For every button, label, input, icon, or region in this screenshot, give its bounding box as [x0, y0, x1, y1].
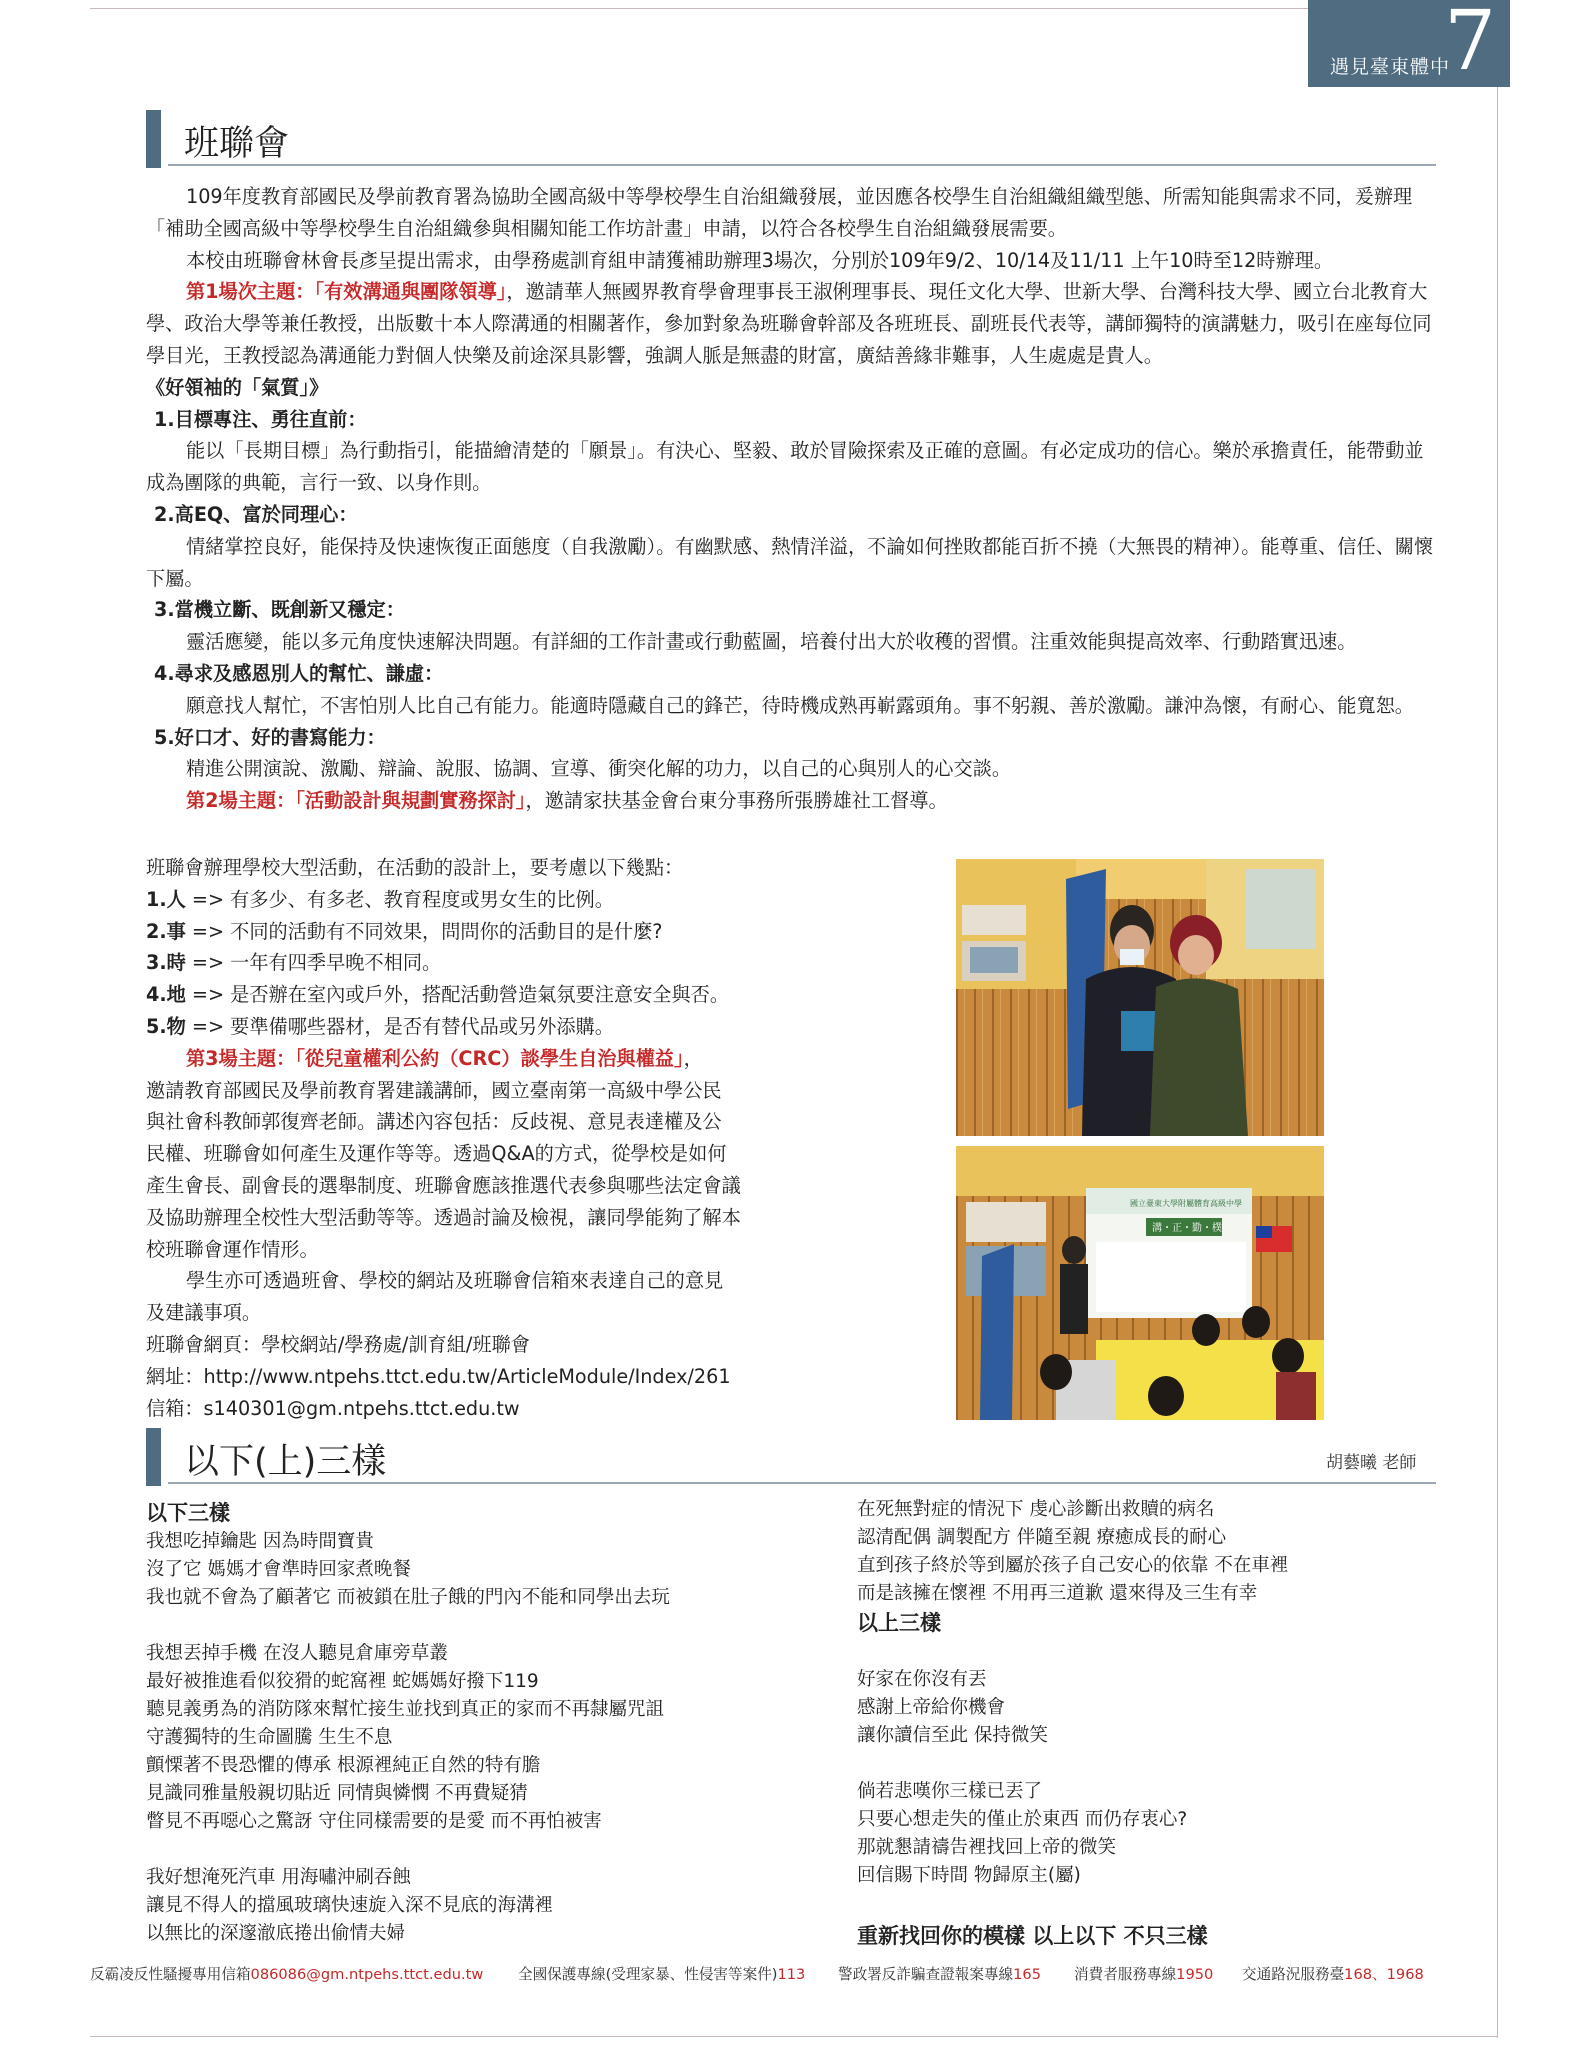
point-key: 2.事 — [146, 919, 186, 943]
heading-bar — [146, 110, 161, 168]
session3-text: ， — [683, 1046, 703, 1070]
poem-line: 回信賜下時間 物歸原主(屬) — [857, 1865, 1081, 1886]
poem-line: 瞥見不再噁心之驚訝 守住同樣需要的是愛 而不再怕被害 — [146, 1811, 602, 1832]
poem-line: 我也就不會為了顧著它 而被鎖在肚子餓的門內不能和同學出去玩 — [146, 1587, 670, 1608]
leader-title: 《好領袖的「氣質」》 — [146, 375, 329, 399]
footer-label: 全國保護專線(受理家暴、性侵害等案件) — [518, 1966, 778, 1983]
point-row — [146, 979, 786, 1011]
bottom-border — [90, 2036, 1498, 2037]
mail-address[interactable]: 信箱：s140301@gm.ntpehs.ttct.edu.tw — [146, 1396, 520, 1420]
poem-line: 在死無對症的情況下 虔心診斷出救贖的病名 — [857, 1499, 1215, 1520]
footer-item — [1242, 1963, 1424, 1984]
poem-line: 見識同雅量般親切貼近 同情與憐憫 不再費疑猜 — [146, 1783, 528, 1804]
session3-line: 產生會長、副會長的選舉制度、班聯會應該推選代表參與哪些法定會議 — [146, 1173, 741, 1197]
point-value: => 一年有四季早晚不相同。 — [185, 951, 442, 975]
poem-line: 那就懇請禱告裡找回上帝的微笑 — [857, 1837, 1117, 1858]
poem-heading: 以上三樣 — [857, 1611, 941, 1635]
footer-value: 1950 — [1176, 1966, 1214, 1983]
item-text: 靈活應變，能以多元角度快速解決問題。有詳細的工作計畫或行動藍圖，培養付出大於收穫的習慣。注重效能與提高效率、行動踏實迅速。 — [186, 630, 1357, 654]
session3-theme: 第3場主題：「從兒童權利公約（CRC）談學生自治與權益」 — [186, 1046, 684, 1070]
heading-rule — [168, 164, 1436, 166]
item-heading: 1.目標專注、勇往直前： — [154, 407, 367, 431]
item-heading: 3.當機立斷、既創新又穩定： — [154, 598, 405, 622]
session2-theme: 第2場主題：「活動設計與規劃實務探討」 — [186, 789, 526, 813]
heading-rule — [168, 1482, 1436, 1484]
session3-line: 與社會科教師郭復齊老師。講述內容包括：反歧視、意見表達權及公 — [146, 1110, 722, 1134]
footer-item — [90, 1963, 483, 1984]
session1-text: ，邀請華人無國界教育學會理事長王淑俐理事長、現任文化大學、世新大學、台灣科技大學、國立台北教育大學、政治大學等兼任教授，出版數十本人際溝通的相關著作，參加對象為班聯會幹部及各班班長、副班長代表等，講師獨特的演講魅力，吸引在座每位同學目光，王教授認為溝通能力對個人快樂及前途深具影響，強調人脈是無盡的財富，廣結善緣非難事，人生處處是貴人。 — [146, 280, 1432, 367]
item-heading: 4.尋求及感恩別人的幫忙、謙虛： — [154, 661, 444, 685]
footer-value: 113 — [777, 1966, 806, 1983]
item-text: 能以「長期目標」為行動指引，能描繪清楚的「願景」。有決心、堅毅、敢於冒險探索及正確的意圖。有必定成功的信心。樂於承擔責任，能帶動並成為團隊的典範，言行一致、以身作則。 — [146, 439, 1424, 495]
poem-line: 以無比的深邃澈底捲出偷情夫婦 — [146, 1923, 406, 1944]
footer-item — [838, 1963, 1041, 1984]
photo-award — [956, 859, 1324, 1136]
poem-right — [857, 1496, 1477, 1950]
footer-label: 交通路況服務臺 — [1242, 1966, 1345, 1983]
poem-line: 守護獨特的生命圖騰 生生不息 — [146, 1727, 393, 1748]
section1-heading — [146, 110, 1436, 168]
footer-value[interactable]: 086086@gm.ntpehs.ttct.edu.tw — [250, 1966, 484, 1983]
item-text: 精進公開演說、激勵、辯論、說服、協調、宣導、衝突化解的功力，以自己的心與別人的心交談。 — [186, 757, 1012, 781]
page-number: 7 — [1444, 0, 1497, 89]
intro-paragraph: 109年度教育部國民及學前教育署為協助全國高級中等學校學生自治組織發展，並因應各校學生自治組織組織型態、所需知能與需求不同，爰辦理「補助全國高級中等學校學生自治組織參與相關知能工作坊計畫」申請，以符合各校學生自治組織發展需要。 — [146, 185, 1413, 240]
footer-value: 165 — [1013, 1966, 1041, 1983]
author: 胡藝曦 老師 — [1326, 1453, 1417, 1473]
session3-line: 民權、班聯會如何產生及運作等等。透過Q&A的方式，從學校是如何 — [146, 1142, 727, 1166]
session2-text: ，邀請家扶基金會台東分事務所張勝雄社工督導。 — [525, 789, 948, 813]
heading-bar — [146, 1428, 161, 1486]
poem-line: 最好被推進看似狡猾的蛇窩裡 蛇媽媽好撥下119 — [146, 1671, 539, 1692]
item-heading: 2.高EQ、富於同理心： — [154, 502, 358, 526]
website-url[interactable]: 網址：http://www.ntpehs.ttct.edu.tw/ArticleModule/Index/261 — [146, 1364, 731, 1388]
poem-line: 顫慄著不畏恐懼的傳承 根源裡純正自然的特有膽 — [146, 1755, 541, 1776]
session3-line: 邀請教育部國民及學前教育署建議講師，國立臺南第一高級中學公民 — [146, 1078, 722, 1102]
poem-line: 只要心想走失的僅止於東西 而仍存衷心? — [857, 1809, 1188, 1830]
poem-line: 好家在你沒有丟 — [857, 1669, 987, 1690]
point-row — [146, 947, 786, 979]
session1-theme: 第1場次主題：「有效溝通與團隊領導」 — [186, 280, 507, 304]
para2: 本校由班聯會林會長彥呈提出需求，由學務處訓育組申請獲補助辦理3場次，分別於109年9/2、10/14及11/11 上午10時至12時辦理。 — [186, 248, 1334, 272]
section1-title: 班聯會 — [184, 124, 290, 164]
section2-heading — [146, 1428, 1436, 1486]
poem-line: 我想丟掉手機 在沒人聽見倉庫旁草叢 — [146, 1643, 448, 1664]
photo-award-image — [956, 859, 1324, 1136]
photo-classroom — [956, 1146, 1324, 1420]
point-key: 4.地 — [146, 983, 186, 1007]
web-path: 班聯會網頁：學校網站/學務處/訓育組/班聯會 — [146, 1332, 530, 1356]
point-key: 5.物 — [146, 1014, 186, 1038]
poem-line: 直到孩子終於等到屬於孩子自己安心的依靠 不在車裡 — [857, 1555, 1289, 1576]
point-key: 3.時 — [146, 951, 186, 975]
session1-paragraph — [146, 276, 1438, 371]
point-value: => 要準備哪些器材，是否有替代品或另外添購。 — [185, 1014, 614, 1038]
poem-line: 倘若悲嘆你三樣已丟了 — [857, 1781, 1043, 1802]
photo-classroom-image — [956, 1146, 1324, 1420]
poem-line: 讓你讀信至此 保持微笑 — [857, 1725, 1048, 1746]
point-row — [146, 1011, 786, 1043]
point-value: => 有多少、有多老、教育程度或男女生的比例。 — [185, 887, 614, 911]
footer-label: 警政署反詐騙查證報案專線 — [838, 1966, 1014, 1983]
poem-line: 沒了它 媽媽才會準時回家煮晚餐 — [146, 1559, 411, 1580]
section1-body — [146, 181, 1438, 817]
footer-label: 消費者服務專線 — [1074, 1966, 1177, 1983]
closing-line: 及建議事項。 — [146, 1301, 262, 1325]
section-label: 遇見臺東體中 — [1330, 56, 1451, 78]
item-heading: 5.好口才、好的書寫能力： — [154, 725, 386, 749]
session2-lead: 班聯會辦理學校大型活動，在活動的設計上，要考慮以下幾點： — [146, 856, 684, 879]
point-key: 1.人 — [146, 887, 186, 911]
point-row — [146, 916, 786, 948]
poem-final-line: 重新找回你的模樣 以上以下 不只三樣 — [857, 1924, 1208, 1948]
closing-line: 學生亦可透過班會、學校的網站及班聯會信箱來表達自己的意見 — [186, 1269, 724, 1293]
point-value: => 不同的活動有不同效果，問問你的活動目的是什麼? — [185, 919, 663, 943]
session3-line: 及協助辦理全校性大型活動等等。透過討論及檢視，讓同學能夠了解本 — [146, 1205, 741, 1229]
poem-line: 讓見不得人的擋風玻璃快速旋入深不見底的海溝裡 — [146, 1895, 554, 1916]
footer-item — [1074, 1963, 1213, 1984]
point-value: => 是否辦在室內或戶外，搭配活動營造氣氛要注意安全與否。 — [185, 983, 730, 1007]
session3-line: 校班聯會運作情形。 — [146, 1237, 319, 1261]
item-text: 情緒掌控良好，能保持及快速恢復正面態度（自我激勵）。有幽默感、熱情洋溢，不論如何挫敗都能百折不撓（大無畏的精神）。能尊重、信任、關懷下屬。 — [146, 534, 1434, 590]
footer-value: 168、1968 — [1344, 1966, 1424, 1983]
section1-narrow-column — [146, 852, 786, 1424]
section2-title: 以下(上)三樣 — [184, 1442, 387, 1482]
top-border — [90, 8, 1510, 9]
footer-label: 反霸凌反性騷擾專用信箱 — [90, 1966, 251, 1983]
poem-line: 聽見義勇為的消防隊來幫忙接生並找到真正的家而不再隸屬咒詛 — [146, 1699, 665, 1720]
poem-line: 認清配偶 調製配方 伴隨至親 療癒成長的耐心 — [857, 1527, 1227, 1548]
poem-left — [146, 1498, 846, 1948]
session2-paragraph — [146, 785, 1438, 817]
poem-line: 而是該擁在懷裡 不用再三道歉 還來得及三生有幸 — [857, 1583, 1258, 1604]
poem-heading: 以下三樣 — [146, 1501, 230, 1525]
session3-paragraph — [146, 1043, 786, 1075]
poem-line: 我想吃掉鑰匙 因為時間寶貴 — [146, 1531, 374, 1552]
photo-sign-text: 國立臺東大學附屬體育高級中學 — [1130, 1199, 1242, 1208]
footer-item — [518, 1963, 805, 1984]
page-header-box — [1308, 0, 1510, 87]
poem-line: 我好想淹死汽車 用海嘯沖刷吞蝕 — [146, 1867, 411, 1888]
right-border — [1497, 8, 1498, 2038]
item-text: 願意找人幫忙，不害怕別人比自己有能力。能適時隱藏自己的鋒芒，待時機成熟再嶄露頭角。事不躬親、善於激勵。謙沖為懷，有耐心、能寬恕。 — [186, 693, 1414, 717]
point-row — [146, 884, 786, 916]
photo-banner-text: 溝・正・勤・樸 — [1152, 1223, 1222, 1234]
poem-line: 感謝上帝給你機會 — [857, 1697, 1006, 1718]
